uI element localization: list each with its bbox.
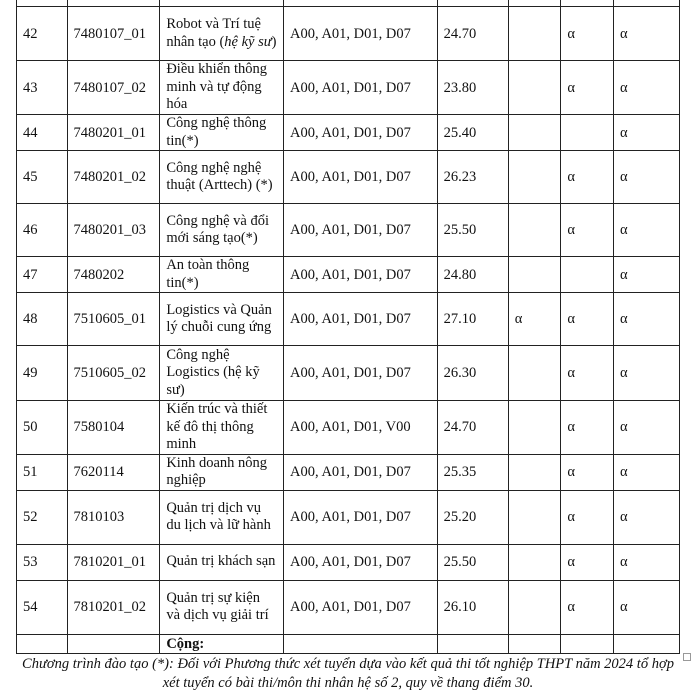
table-row <box>17 257 680 293</box>
table-resize-handle[interactable] <box>683 653 691 661</box>
major-name: Công nghệ thông tin(*) <box>160 115 284 151</box>
total-cell <box>613 634 679 653</box>
table-row <box>17 544 680 580</box>
subject-combination: A00, A01, D01, D07 <box>284 61 438 115</box>
subject-combination: A00, A01, D01, D07 <box>284 293 438 346</box>
total-cell <box>17 634 68 653</box>
row-number: 44 <box>17 115 68 151</box>
major-code: 7480107_02 <box>67 61 160 115</box>
cutoff-score: 27.10 <box>437 293 508 346</box>
major-code: 7480201_01 <box>67 115 160 151</box>
row-number: 46 <box>17 204 68 257</box>
cutoff-score: 23.80 <box>437 61 508 115</box>
major-code: 7480201_02 <box>67 151 160 204</box>
method-1-mark <box>508 580 561 634</box>
row-number: 48 <box>17 293 68 346</box>
cutoff-score: 25.35 <box>437 454 508 490</box>
subject-combination: A00, A01, D01, D07 <box>284 490 438 544</box>
table-row-total <box>17 634 680 653</box>
method-3-mark: α <box>613 490 679 544</box>
method-3-mark: α <box>613 151 679 204</box>
method-3-mark: α <box>613 454 679 490</box>
method-3-mark: α <box>613 346 679 401</box>
subject-combination: A00, A01, D01, D07 <box>284 151 438 204</box>
cutoff-score: 25.40 <box>437 115 508 151</box>
cutoff-score: 24.70 <box>437 401 508 455</box>
total-label: Cộng: <box>160 634 284 653</box>
method-1-mark: α <box>508 293 561 346</box>
method-2-mark: α <box>561 204 614 257</box>
subject-combination: A00, A01, D01, D07 <box>284 257 438 293</box>
table-row <box>17 454 680 490</box>
method-3-mark: α <box>613 401 679 455</box>
cutoff-score: 24.70 <box>437 7 508 61</box>
method-2-mark <box>561 115 614 151</box>
method-1-mark <box>508 204 561 257</box>
method-2-mark: α <box>561 346 614 401</box>
subject-combination: A00, A01, D01, D07 <box>284 454 438 490</box>
major-name: An toàn thông tin(*) <box>160 257 284 293</box>
method-1-mark <box>508 7 561 61</box>
method-3-mark: α <box>613 115 679 151</box>
table-row <box>17 7 680 61</box>
method-2-mark <box>561 257 614 293</box>
method-2-mark: α <box>561 544 614 580</box>
table-row <box>17 151 680 204</box>
method-3-mark: α <box>613 544 679 580</box>
major-name-text: Robot và Trí tuệ nhân tạo ( <box>166 16 261 50</box>
major-code: 7620114 <box>67 454 160 490</box>
total-cell <box>561 634 614 653</box>
method-3-mark: α <box>613 257 679 293</box>
major-name: Điều khiển thông minh và tự động hóa <box>160 61 284 115</box>
subject-combination: A00, A01, D01, V00 <box>284 401 438 455</box>
cutoff-score: 26.10 <box>437 580 508 634</box>
table-row <box>17 580 680 634</box>
row-number: 50 <box>17 401 68 455</box>
footnote: Chương trình đào tạo (*): Đối với Phương thức xét tuyển dựa vào kết quả thi tốt nghiệp THPT năm 2024 tổ hợp xét tuyển có bài thi/môn thi nhân hệ số 2, quy về thang điểm 30. <box>22 656 674 691</box>
major-name: Quản trị khách sạn <box>160 544 284 580</box>
total-cell <box>284 634 438 653</box>
major-name: Logistics và Quản lý chuỗi cung ứng <box>160 293 284 346</box>
major-code: 7480201_03 <box>67 204 160 257</box>
major-name: Công nghệ Logistics (hệ kỹ sư) <box>160 346 284 401</box>
row-number: 42 <box>17 7 68 61</box>
method-1-mark <box>508 346 561 401</box>
table-row <box>17 61 680 115</box>
major-name: Công nghệ và đổi mới sáng tạo(*) <box>160 204 284 257</box>
method-1-mark <box>508 257 561 293</box>
method-3-mark: α <box>613 61 679 115</box>
method-3-mark: α <box>613 7 679 61</box>
method-2-mark: α <box>561 61 614 115</box>
total-cell <box>437 634 508 653</box>
major-code: 7580104 <box>67 401 160 455</box>
major-name-end: ) <box>271 33 277 50</box>
method-2-mark: α <box>561 7 614 61</box>
method-2-mark: α <box>561 293 614 346</box>
method-1-mark <box>508 544 561 580</box>
method-2-mark: α <box>561 490 614 544</box>
major-name: Quản trị dịch vụ du lịch và lữ hành <box>160 490 284 544</box>
major-code: 7480107_01 <box>67 7 160 61</box>
subject-combination: A00, A01, D01, D07 <box>284 346 438 401</box>
cutoff-score: 26.30 <box>437 346 508 401</box>
major-name <box>160 7 284 61</box>
table-row <box>17 490 680 544</box>
row-number: 51 <box>17 454 68 490</box>
cutoff-score: 25.20 <box>437 490 508 544</box>
method-1-mark <box>508 490 561 544</box>
major-name-italic: hệ kỹ sư <box>224 33 272 50</box>
method-2-mark: α <box>561 580 614 634</box>
major-name: Quản trị sự kiện và dịch vụ giải trí <box>160 580 284 634</box>
major-code: 7810201_02 <box>67 580 160 634</box>
major-code: 7810103 <box>67 490 160 544</box>
method-1-mark <box>508 115 561 151</box>
subject-combination: A00, A01, D01, D07 <box>284 580 438 634</box>
major-code: 7510605_01 <box>67 293 160 346</box>
row-number: 52 <box>17 490 68 544</box>
admission-table <box>16 0 680 654</box>
major-name: Công nghệ nghệ thuật (Arttech) (*) <box>160 151 284 204</box>
total-cell <box>508 634 561 653</box>
table-row <box>17 204 680 257</box>
table-row <box>17 346 680 401</box>
cutoff-score: 25.50 <box>437 544 508 580</box>
major-code: 7480202 <box>67 257 160 293</box>
row-number: 49 <box>17 346 68 401</box>
table-row <box>17 401 680 455</box>
table-row <box>17 293 680 346</box>
method-1-mark <box>508 401 561 455</box>
method-1-mark <box>508 454 561 490</box>
subject-combination: A00, A01, D01, D07 <box>284 204 438 257</box>
method-3-mark: α <box>613 204 679 257</box>
subject-combination: A00, A01, D01, D07 <box>284 115 438 151</box>
method-1-mark <box>508 151 561 204</box>
row-number: 43 <box>17 61 68 115</box>
major-code: 7510605_02 <box>67 346 160 401</box>
row-number: 54 <box>17 580 68 634</box>
major-code: 7810201_01 <box>67 544 160 580</box>
row-number: 45 <box>17 151 68 204</box>
table-row <box>17 115 680 151</box>
table-body <box>17 0 680 653</box>
major-name: Kiến trúc và thiết kế đô thị thông minh <box>160 401 284 455</box>
subject-combination: A00, A01, D01, D07 <box>284 7 438 61</box>
row-number: 47 <box>17 257 68 293</box>
subject-combination: A00, A01, D01, D07 <box>284 544 438 580</box>
major-name: Kinh doanh nông nghiệp <box>160 454 284 490</box>
cutoff-score: 25.50 <box>437 204 508 257</box>
method-2-mark: α <box>561 401 614 455</box>
method-3-mark: α <box>613 293 679 346</box>
method-2-mark: α <box>561 151 614 204</box>
cutoff-score: 24.80 <box>437 257 508 293</box>
method-3-mark: α <box>613 580 679 634</box>
method-2-mark: α <box>561 454 614 490</box>
row-number: 53 <box>17 544 68 580</box>
cutoff-score: 26.23 <box>437 151 508 204</box>
method-1-mark <box>508 61 561 115</box>
total-cell <box>67 634 160 653</box>
